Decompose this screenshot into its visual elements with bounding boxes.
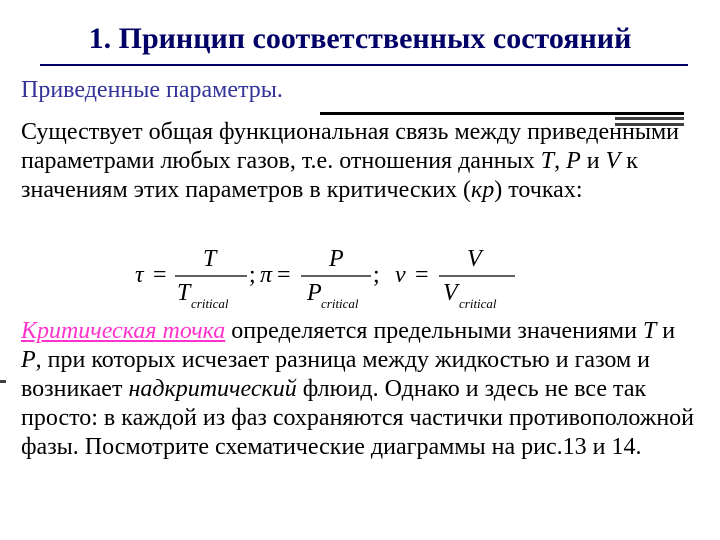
formula-pi: π [260,262,273,288]
formula-tau: τ [135,262,144,288]
reduced-parameters-formula [133,244,533,314]
var-P: P [566,148,581,174]
formula-eq-2: = [277,262,291,288]
formula-semicolon-2: ; [373,262,380,288]
var-T-2: T [642,318,657,344]
slide-title: 1. Принцип соответственных состояний [88,22,632,55]
abbr-kr: кр [471,177,495,203]
formula-num-V: V [467,246,482,272]
formula-sub-2: critical [321,296,359,311]
formula-sub-1: critical [191,296,229,311]
subtitle-divider [320,112,684,115]
title-underline [40,64,688,66]
paragraph-reduced-parameters: Существует общая функциональная связь между приведенными параметрами любых газов, т.е. отношения данных T, P и V к значениям этих параметров в критических (кр) точках: [21,119,679,203]
var-V: V [605,148,621,174]
formula-eq-3: = [415,262,429,288]
decorative-left-bar [0,380,6,383]
paragraph-critical-point: Критическая точка определяется предельными значениями T и P, при которых исчезает разница между жидкостью и газом и возникает надкритический флюид. Однако и здесь не все так просто: в каждой из фаз сохраняются частички противоположной фазы. Посмотрите схематические диаграммы на рис.13 и 14. [21,318,695,460]
formula-num-P: P [329,246,344,272]
var-P-2: P [21,347,36,373]
critical-point-link[interactable]: Критическая точка [21,318,226,344]
formula-eq-1: = [153,262,167,288]
section-subtitle: Приведенные параметры. [21,77,283,103]
supercritical-term: надкритический [128,376,297,402]
var-T: T [540,148,555,174]
formula-num-T: T [203,246,217,272]
formula-nu: ν [395,262,406,288]
formula-den-P: P [307,280,322,306]
formula-semicolon-1: ; [249,262,256,288]
formula-den-T: T [177,280,191,306]
formula-sub-3: critical [459,296,497,311]
formula-den-V: V [443,280,458,306]
